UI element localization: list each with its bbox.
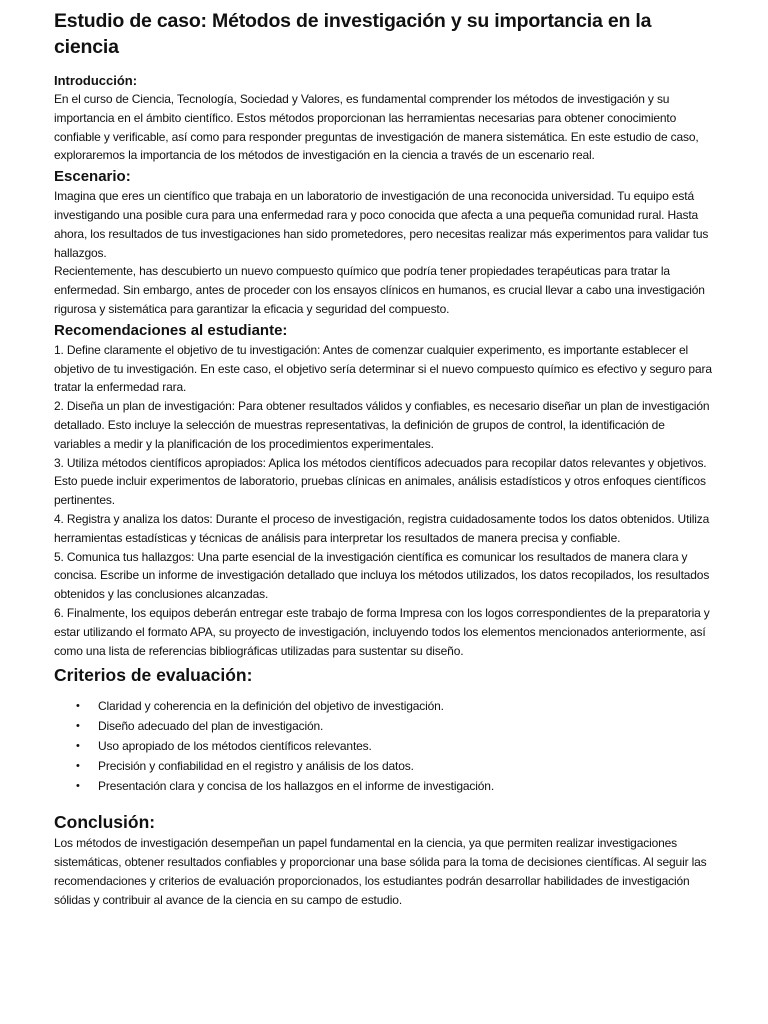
conclusion-section	[54, 810, 714, 909]
criteria-item-text: Presentación clara y concisa de los hallazgos en el informe de investigación.	[98, 778, 495, 793]
recommendations-heading: Recomendaciones al estudiante:	[54, 321, 288, 339]
recommendation-item: 6. Finalmente, los equipos deberán entregar este trabajo de forma Impresa con los logos correspondientes de la preparatoria y estar utilizando el formato APA, su proyecto de investigación, incluyendo todos los elementos mencionados anteriormente, así como una lista de referencias bibliográficas utilizadas para sustentar su diseño.	[54, 605, 710, 658]
bullet-icon: •	[76, 720, 80, 733]
document-title: Estudio de caso: Métodos de investigación y su importancia en la ciencia	[54, 10, 652, 58]
bullet-icon: •	[76, 759, 80, 772]
recommendations-section	[54, 321, 714, 661]
scenario-section	[54, 167, 714, 319]
criteria-item-text: Diseño adecuado del plan de investigación.	[98, 719, 324, 734]
scenario-paragraph: Imagina que eres un científico que trabaja en un laboratorio de investigación de una reconocida universidad. Tu equipo está investigando una posible cura para una enfermedad rara y poco conocida que afecta a una pequeña comunidad rural. Hasta ahora, los resultados de tus investigaciones han sido prometedores, pero necesitas realizar más experimentos para validar tus hallazgos.	[54, 189, 709, 260]
conclusion-paragraph: Los métodos de investigación desempeñan un papel fundamental en la ciencia, ya que permiten realizar investigaciones sistemáticas, obtener resultados confiables y proporcionar una base sólida para la toma de decisiones científicas. Al seguir las recomendaciones y criterios de evaluación proporcionados, los estudiantes podrán desarrollar habilidades de investigación sólidas y contribuir al avance de la ciencia en su campo de estudio.	[54, 836, 707, 907]
criteria-heading: Criterios de evaluación:	[54, 665, 253, 686]
bullet-icon: •	[76, 700, 80, 713]
bullet-icon: •	[76, 739, 80, 752]
scenario-paragraph: Recientemente, has descubierto un nuevo compuesto químico que podría tener propiedades terapéuticas para tratar la enfermedad. Sin embargo, antes de proceder con los ensayos clínicos en humanos, es crucial llevar a cabo una investigación rigurosa y sistemática para garantizar la eficacia y seguridad del compuesto.	[54, 264, 705, 316]
recommendation-item: 2. Diseña un plan de investigación: Para obtener resultados válidos y confiables, es necesario diseñar un plan de investigación detallado. Esto incluye la selección de muestras representativas, la definición de grupos de control, la identificación de variables a medir y la planificación de los procedimientos experimentales.	[54, 399, 710, 451]
recommendation-item: 4. Registra y analiza los datos: Durante el proceso de investigación, registra cuidadosamente todos los datos obtenidos. Utiliza herramientas estadísticas y técnicas de análisis para interpretar los resultados de manera precisa y confiable.	[54, 511, 710, 545]
criteria-section	[54, 663, 714, 796]
criteria-item	[54, 697, 714, 717]
recommendation-item: 3. Utiliza métodos científicos apropiados: Aplica los métodos científicos adecuados para recopilar datos relevantes y objetivos. Esto puede incluir experimentos de laboratorio, pruebas clínicas en animales, análisis estadísticos y otros enfoques científicos pertinentes.	[54, 455, 707, 508]
scenario-heading: Escenario:	[54, 168, 131, 186]
criteria-item-text: Precisión y confiabilidad en el registro y análisis de los datos.	[98, 758, 414, 773]
criteria-list	[54, 697, 714, 796]
bullet-icon: •	[76, 779, 80, 792]
recommendation-item: 5. Comunica tus hallazgos: Una parte esencial de la investigación científica es comunicar los resultados de manera clara y concisa. Escribe un informe de investigación detallado que incluya los métodos utilizados, los datos recopilados, los resultados obtenidos y las conclusiones alcanzadas.	[54, 549, 710, 602]
intro-section	[54, 72, 714, 165]
intro-paragraph: En el curso de Ciencia, Tecnología, Sociedad y Valores, es fundamental comprender los métodos de investigación y su importancia en el ámbito científico. Estos métodos proporcionan las herramientas necesarias para obtener conocimiento confiable y verificable, así como para responder preguntas de investigación de manera sistemática. En este estudio de caso, exploraremos la importancia de los métodos de investigación en la ciencia a través de un escenario real.	[54, 92, 699, 163]
criteria-item	[54, 777, 714, 797]
recommendations-list	[54, 341, 714, 661]
criteria-item	[54, 757, 714, 777]
criteria-item-text: Uso apropiado de los métodos científicos relevantes.	[98, 738, 372, 753]
recommendation-item: 1. Define claramente el objetivo de tu investigación: Antes de comenzar cualquier experimento, es importante establecer el objetivo de tu investigación. En este caso, el objetivo sería determinar si el nuevo compuesto químico es efectivo y seguro para tratar la enfermedad rara.	[54, 342, 712, 395]
criteria-item	[54, 737, 714, 757]
intro-heading: Introducción:	[54, 73, 138, 88]
criteria-item	[54, 717, 714, 737]
conclusion-heading: Conclusión:	[54, 812, 156, 833]
criteria-item-text: Claridad y coherencia en la definición del objetivo de investigación.	[98, 699, 444, 714]
